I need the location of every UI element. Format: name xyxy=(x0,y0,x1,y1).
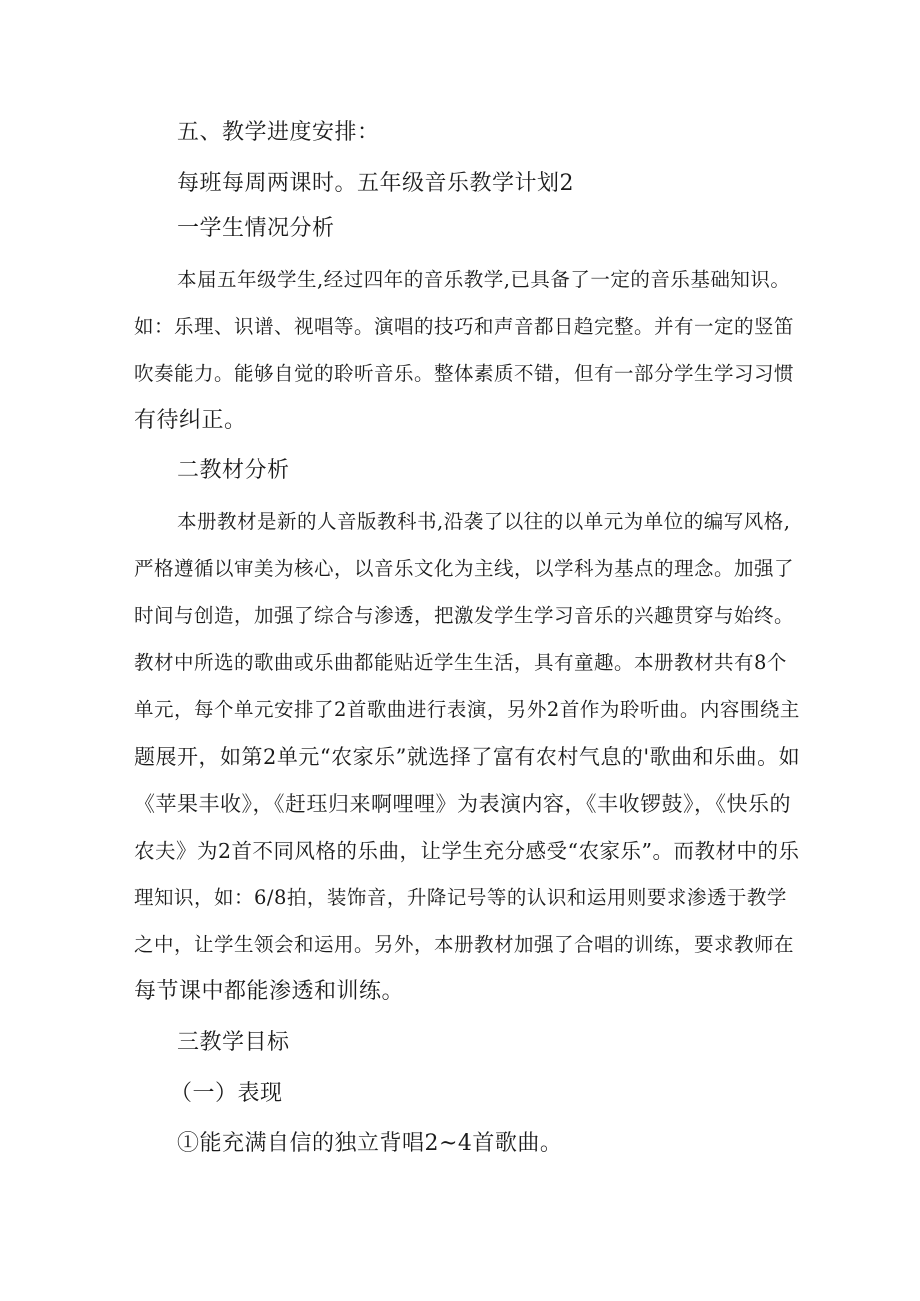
paragraph-line: 单元，每个单元安排了2首歌曲进行表演，另外2首作为聆听曲。内容围绕主 xyxy=(134,698,800,721)
section-heading-teaching-goals: 三教学目标 xyxy=(177,1030,290,1055)
paragraph-line: 题展开，如第2单元“农家乐”就选择了富有农村气息的'歌曲和乐曲。如 xyxy=(134,745,801,769)
paragraph-line: 农夫》为2首不同风格的乐曲，让学生充分感受“农家乐”。而教材中的乐 xyxy=(134,839,800,863)
paragraph-line: 吹奏能力。能够自觉的聆听音乐。整体素质不错，但有一部分学生学习习惯 xyxy=(134,362,795,385)
list-item: ①能充满自信的独立背唱2~4首歌曲。 xyxy=(177,1131,563,1156)
paragraph-line: 本册教材是新的人音版教科书,沿袭了以往的以单元为单位的编写风格, xyxy=(177,510,791,533)
paragraph-line: 教材中所选的歌曲或乐曲都能贴近学生生活，具有童趣。本册教材共有8个 xyxy=(134,651,787,674)
paragraph-line: 本届五年级学生,经过四年的音乐教学,已具备了一定的音乐基础知识。 xyxy=(177,268,791,291)
section-heading-schedule: 五、教学进度安排： xyxy=(177,120,380,145)
paragraph-line: 时间与创造，加强了综合与渗透，把激发学生学习音乐的兴趣贯穿与始终。 xyxy=(134,604,795,627)
paragraph-line: 每节课中都能渗透和训练。 xyxy=(134,979,405,1004)
paragraph-line: 如：乐理、识谱、视唱等。演唱的技巧和声音都日趋完整。并有一定的竖笛 xyxy=(134,315,795,338)
paragraph-line: 之中，让学生领会和运用。另外，本册教材加强了合唱的训练，要求教师在 xyxy=(134,933,795,956)
paragraph-line: 有待纠正。 xyxy=(134,408,247,433)
schedule-text: 每班每周两课时。五年级音乐教学计划2 xyxy=(177,171,574,196)
paragraph-line: 《苹果丰收》，《赶珏归来啊哩哩》为表演内容，《丰收锣鼓》，《快乐的 xyxy=(134,792,791,816)
section-heading-student-analysis: 一学生情况分析 xyxy=(177,216,335,241)
section-heading-textbook-analysis: 二教材分析 xyxy=(177,458,290,483)
paragraph-line: 理知识，如：6/8拍，装饰音，升降记号等的认识和运用则要求渗透于教学 xyxy=(134,886,787,909)
paragraph-line: 严格遵循以审美为核心，以音乐文化为主线，以学科为基点的理念。加强了 xyxy=(134,557,795,580)
subsection-heading-performance: （一）表现 xyxy=(170,1081,283,1106)
